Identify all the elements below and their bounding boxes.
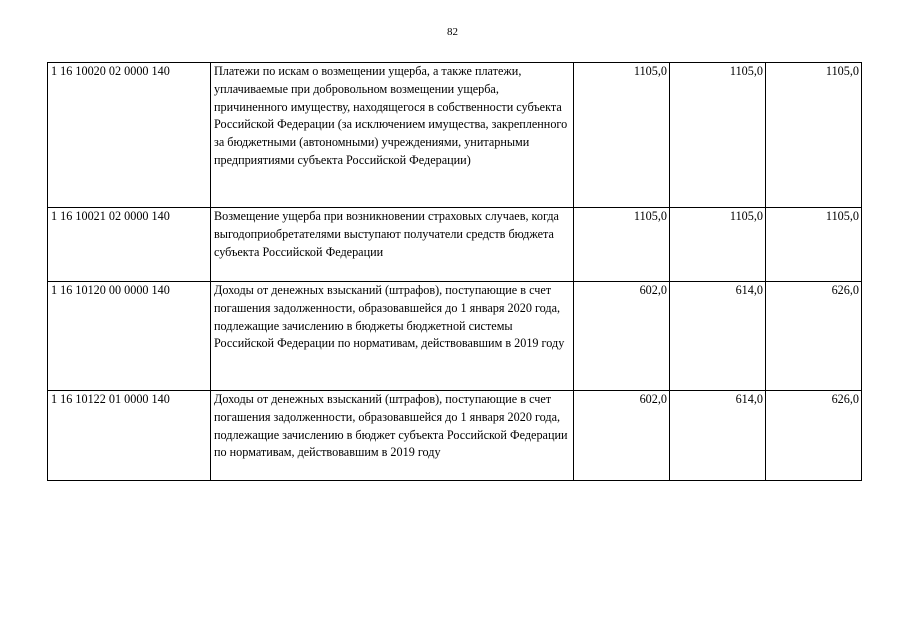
table-row xyxy=(48,208,862,282)
revenue-table xyxy=(47,62,862,481)
amount-year-3-cell: 626,0 xyxy=(766,391,862,481)
amount-year-3-cell: 1105,0 xyxy=(766,63,862,208)
budget-code-cell: 1 16 10120 00 0000 140 xyxy=(48,282,211,391)
amount-year-3-cell: 1105,0 xyxy=(766,208,862,282)
amount-year-3-cell: 626,0 xyxy=(766,282,862,391)
amount-year-2-cell: 1105,0 xyxy=(670,208,766,282)
amount-year-2-cell: 1105,0 xyxy=(670,63,766,208)
budget-code-cell: 1 16 10020 02 0000 140 xyxy=(48,63,211,208)
amount-year-2-cell: 614,0 xyxy=(670,282,766,391)
amount-year-2-cell: 614,0 xyxy=(670,391,766,481)
amount-year-1-cell: 1105,0 xyxy=(574,63,670,208)
amount-year-1-cell: 602,0 xyxy=(574,391,670,481)
table-row xyxy=(48,391,862,481)
budget-code-cell: 1 16 10021 02 0000 140 xyxy=(48,208,211,282)
budget-code-cell: 1 16 10122 01 0000 140 xyxy=(48,391,211,481)
table-row xyxy=(48,63,862,208)
table-row xyxy=(48,282,862,391)
description-cell: Возмещение ущерба при возникновении страховых случаев, когда выгодоприобретателями выступают получатели средств бюджета субъекта Российской Федерации xyxy=(211,208,574,282)
page-number: 82 xyxy=(447,26,458,38)
description-cell: Доходы от денежных взысканий (штрафов), поступающие в счет погашения задолженности, образовавшейся до 1 января 2020 года, подлежащие зачислению в бюджеты бюджетной системы Российской Федерации по нормативам, действовавшим в 2019 году xyxy=(211,282,574,391)
amount-year-1-cell: 602,0 xyxy=(574,282,670,391)
description-cell: Платежи по искам о возмещении ущерба, а также платежи, уплачиваемые при добровольном возмещении ущерба, причиненного имуществу, находящегося в собственности субъекта Российской Федерации (за исключением имущества, закрепленного за бюджетными (автономными) учреждениями, унитарными предприятиями субъекта Российской Федерации) xyxy=(211,63,574,208)
amount-year-1-cell: 1105,0 xyxy=(574,208,670,282)
description-cell: Доходы от денежных взысканий (штрафов), поступающие в счет погашения задолженности, образовавшейся до 1 января 2020 года, подлежащие зачислению в бюджет субъекта Российской Федерации по нормативам, действовавшим в 2019 году xyxy=(211,391,574,481)
